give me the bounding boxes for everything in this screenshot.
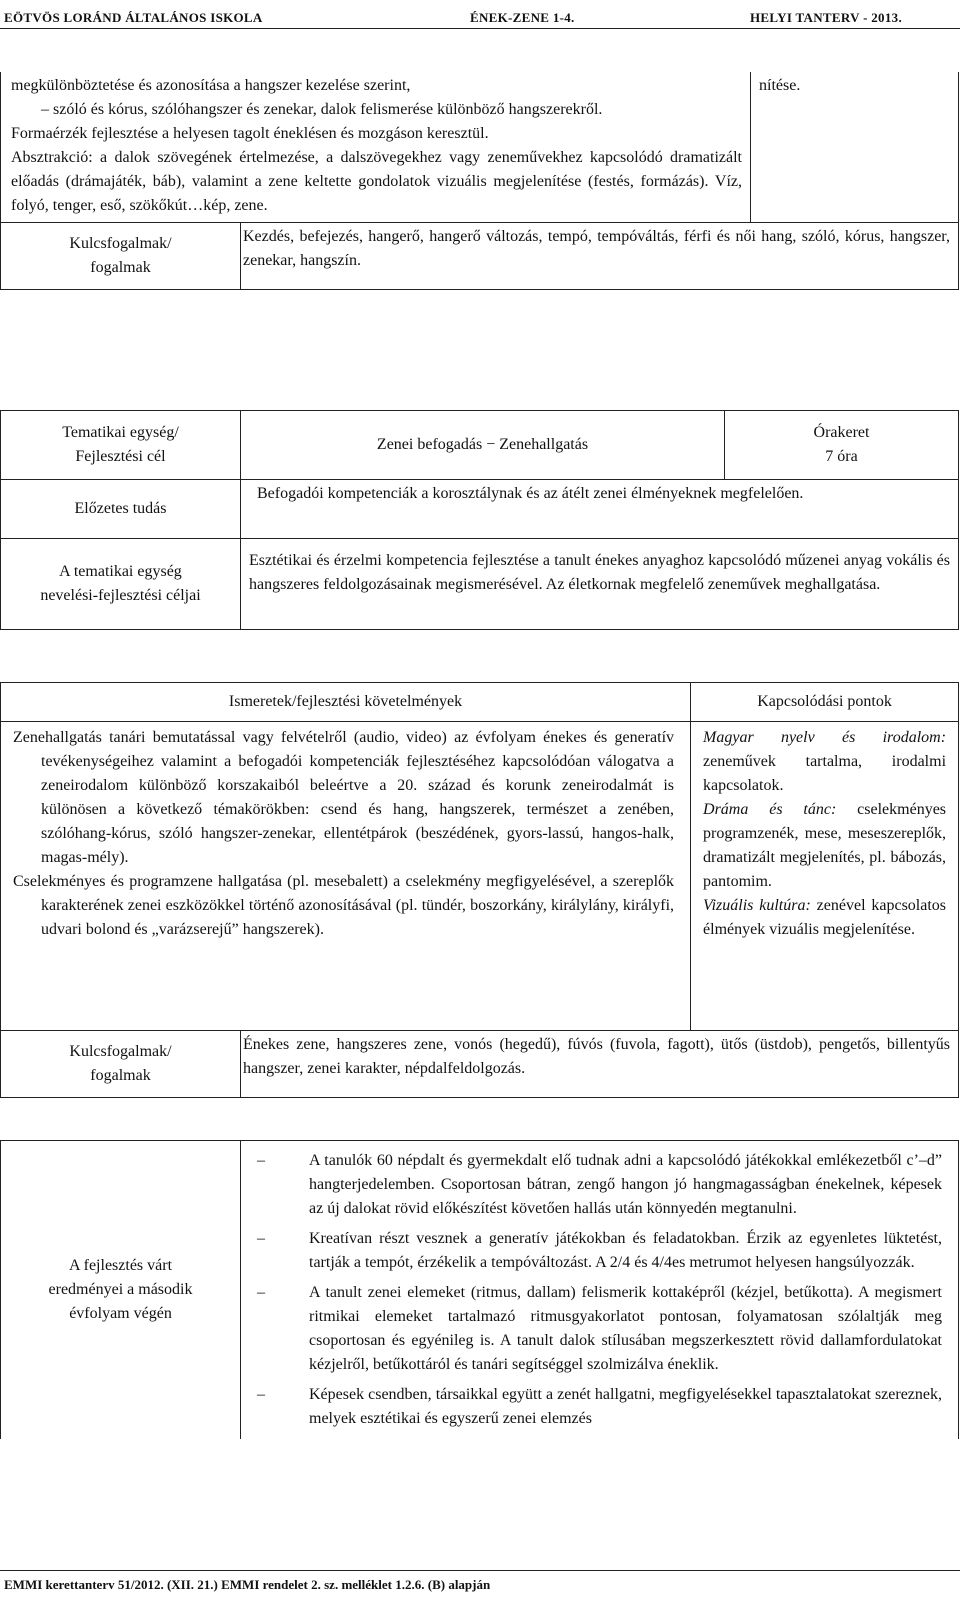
link-item (703, 798, 946, 894)
prior-text-cell (241, 480, 959, 539)
unit-label-cell (1, 411, 241, 480)
outcome-text: A tanulók 60 népdalt és gyermekdalt elő tudnak adni a kapcsolódó játékokkal emlékezetből c’–d” hangterjedelemben. Csoportosan bátran, zengő hangon jó hangmagasságban énekelnek, képesek az új dalokat rövid előkészítést követően hallás után könnyedén megtanulni. (309, 1152, 942, 1217)
continuation-link-text: nítése. (759, 77, 801, 94)
outcomes-list (253, 1149, 942, 1431)
dash-bullet-icon: – (257, 1152, 265, 1169)
continuation-text (1, 72, 751, 223)
keywords-label: fogalmak (90, 259, 151, 276)
prior-label-cell (1, 480, 241, 539)
outcome-item (253, 1149, 942, 1221)
keywords-label-cell (1, 1031, 241, 1098)
link-text: cselekményes programzenék, mese, meseszereplők, dramatizált megjelenítés, pl. bábozás, pantomim. (703, 801, 947, 890)
hours-cell (725, 411, 959, 480)
requirements-paragraph: Zenehallgatás tanári bemutatással vagy felvételről (audio, video) az évfolyam énekes és generatív tevékenységeihez valamint a befogadói kompetenciák fejlesztéséhez kapcsolódóan válogatva a zeneirodalom különböző korszakaiból beleértve a 20. század és korunk zeneirodalmát is különösen a következő témakörökben: csend és hang, hangszerek, természet a zenében, szólóhang-kórus, szóló hangszer-zenekar, ellentétpárok (beszédének, gyors-lassú, hangos-halk, magas-mély). (13, 729, 675, 866)
unit-title-cell (241, 411, 725, 480)
keywords-text-cell (241, 223, 959, 290)
link-subject: Magyar nyelv és irodalom: (703, 729, 947, 746)
requirements-header: Ismeretek/fejlesztési követelmények (228, 693, 463, 710)
continuation-line: Absztrakció: a dalok szövegének értelmezése, a dalszövegekhez vagy zeneművekhez kapcsolódó dramatizált előadás (drámajáték, báb), valamint a zene keltette gondolatok vizuális megjelenítése (festés, formázás). Víz, folyó, tenger, eső, szökőkút…kép, zene. (11, 149, 742, 214)
goals-text-cell (241, 539, 959, 630)
unit-label: Fejlesztési cél (75, 448, 166, 465)
prior-text: Befogadói kompetenciák a korosztálynak és az átélt zenei élményeknek megfelelően. (257, 485, 804, 502)
keywords-label: Kulcsfogalmak/ (69, 1043, 172, 1060)
requirements-table (0, 682, 959, 1098)
goals-label-cell (1, 539, 241, 630)
continuation-links (751, 72, 959, 223)
unit-label: Tematikai egység/ (62, 424, 179, 441)
outcome-text: A tanult zenei elemeket (ritmus, dallam) felismerik kottaképről (kézjel, betűkotta). A megismert ritmikai elemeket tartalmazó ritmusgyakorlatot pontosan, folyamatosan szólaltják meg csoportosan és egyénileg is. A tanult dalok stílusában megszerkesztett rövid dallamfordulatokat kézjelről, betűkottáról és tanári segítséggel szolmizálva éneklik. (309, 1284, 942, 1373)
keywords-text: Kezdés, befejezés, hangerő, hangerő változás, tempó, tempóváltás, férfi és női hang, szóló, kórus, hangszer, zenekar, hangszín. (243, 228, 950, 269)
link-text: zenével kapcsolatos élmények vizuális megjelenítése. (703, 897, 947, 938)
requirements-paragraph: Cselekményes és programzene hallgatása (pl. mesebalett) a cselekmény megfigyelésével, a szereplők karakterének zenei eszközökkel történő azonosításával (pl. tündér, boszorkány, királylány, királyfi, udvari bolond és „varázserejű” hangszerek). (13, 873, 675, 938)
dash-bullet-icon: – (257, 1386, 265, 1403)
keywords-label: fogalmak (90, 1067, 151, 1084)
links-header-cell (691, 683, 959, 722)
keywords-text: Énekes zene, hangszeres zene, vonós (hegedű), fúvós (fuvola, fagott), ütős (üstdob), pengetős, billentyűs hangszer, zenei karakter, népdalfeldolgozás. (243, 1036, 951, 1077)
outcomes-label: évfolyam végén (69, 1305, 172, 1322)
outcome-item (253, 1383, 942, 1431)
goals-label: A tematikai egység (59, 563, 182, 580)
link-subject: Dráma és tánc: (703, 801, 837, 818)
prior-label: Előzetes tudás (74, 500, 167, 517)
outcome-item (253, 1227, 942, 1275)
outcome-text: Kreatívan részt vesznek a generatív játékokban és feladatokban. Érzik az egyenletes lüktetést, tartják a tempót, érzékelik a tempóváltozást. A 2/4 és 4/4es metrumot helyesen hangsúlyozzák. (309, 1230, 942, 1271)
outcomes-label: A fejlesztés várt (68, 1257, 173, 1274)
hours-label: Órakeret (813, 424, 870, 441)
dash-bullet-icon: – (257, 1284, 265, 1301)
goals-text: Esztétikai és érzelmi kompetencia fejlesztése a tanult énekes anyaghoz kapcsolódó műzenei anyag vokális és hangszeres feldolgozásainak megismerésével. Az életkornak megfelelő zeneművek meghallgatása. (249, 552, 950, 593)
outcomes-table (0, 1140, 959, 1439)
hours-value: 7 óra (825, 448, 858, 465)
goals-label: nevelési-fejlesztési céljai (40, 587, 201, 604)
keywords-label-cell (1, 223, 241, 290)
unit-table (0, 410, 959, 630)
outcome-text: Képesek csendben, társaikkal együtt a zenét hallgatni, megfigyelésekkel tapasztalatokat szereznek, melyek esztétikai és egyszerű zenei elemzés (309, 1386, 942, 1427)
page-header (0, 0, 960, 34)
header-curriculum: HELYI TANTERV - 2013. (750, 10, 903, 25)
header-school: EÖTVÖS LORÁND ÁLTALÁNOS ISKOLA (4, 10, 263, 25)
link-item (703, 726, 946, 798)
keywords-label: Kulcsfogalmak/ (69, 235, 172, 252)
page-footer (0, 1570, 960, 1597)
links-cell (691, 722, 959, 1031)
link-item (703, 894, 946, 942)
requirements-header-cell (1, 683, 691, 722)
footer-text: EMMI kerettanterv 51/2012. (XII. 21.) EMMI rendelet 2. sz. melléklet 1.2.6. (B) alapján (4, 1577, 491, 1592)
keywords-text-cell (241, 1031, 959, 1098)
continuation-line: Formaérzék fejlesztése a helyesen tagolt éneklésen és mozgáson keresztül. (11, 125, 489, 142)
link-text: zeneművek tartalma, irodalmi kapcsolatok. (703, 753, 947, 794)
requirements-text-cell (1, 722, 691, 1031)
link-subject: Vizuális kultúra: (703, 897, 811, 914)
unit-title: Zenei befogadás − Zenehallgatás (376, 436, 589, 453)
outcomes-label: eredményei a második (48, 1281, 193, 1298)
header-rule (0, 28, 960, 29)
continuation-line: megkülönböztetése és azonosítása a hangszer kezelése szerint, (11, 77, 411, 94)
outcomes-label-cell (1, 1141, 241, 1440)
continuation-table (0, 72, 959, 290)
dash-bullet-icon: – (257, 1230, 265, 1247)
outcome-item (253, 1281, 942, 1377)
header-subject: ÉNEK-ZENE 1-4. (470, 10, 575, 25)
continuation-line: – szóló és kórus, szólóhangszer és zenekar, dalok felismerése különböző hangszerekről. (41, 101, 603, 118)
links-header: Kapcsolódási pontok (757, 693, 892, 710)
outcomes-list-cell (241, 1141, 959, 1440)
